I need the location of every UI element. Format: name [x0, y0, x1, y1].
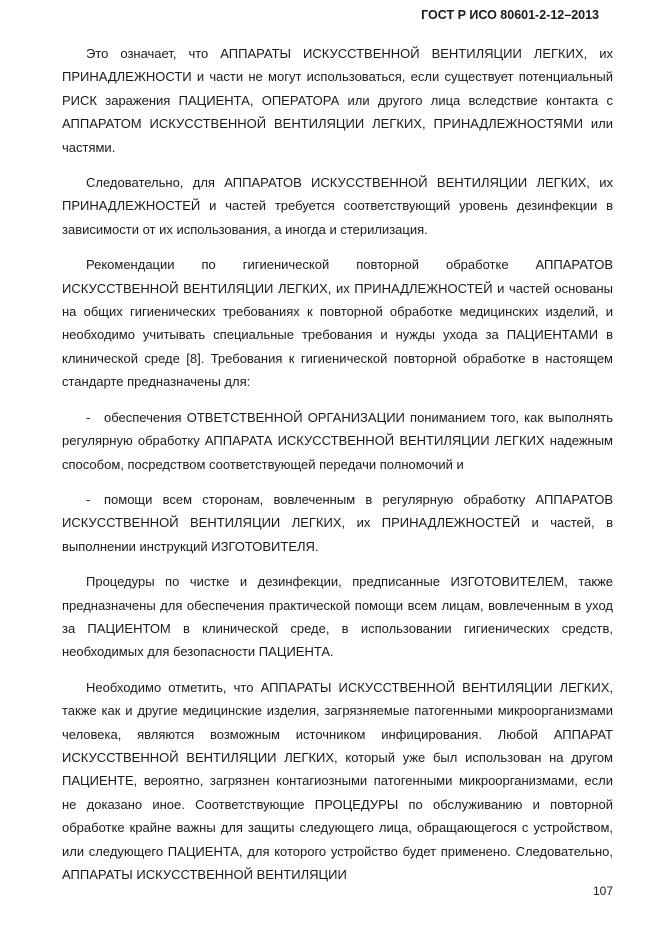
- paragraph: Рекомендации по гигиенической повторной обработке АППАРАТОВ ИСКУССТВЕННОЙ ВЕНТИЛЯЦИИ ЛЕГКИХ, их ПРИНАДЛЕЖНОСТЕЙ и частей основаны на общих гигиенических требованиях к повторной обработке медицинских изделий, и необходимо учитывать специальные требования и нужды ухода за ПАЦИЕНТАМИ в клинической среде [8]. Требования к гигиенической повторной обработке в настоящем стандарте предназначены для:: [62, 257, 613, 390]
- standard-header: ГОСТ Р ИСО 80601-2-12–2013: [421, 8, 599, 22]
- document-body: [62, 42, 613, 898]
- paragraph: Необходимо отметить, что АППАРАТЫ ИСКУССТВЕННОЙ ВЕНТИЛЯЦИИ ЛЕГКИХ, также как и другие медицинские изделия, загрязняемые патогенными микроорганизмами человека, являются возможным источником инфицирования. Любой АППАРАТ ИСКУССТВЕННОЙ ВЕНТИЛЯЦИИ ЛЕГКИХ, который уже был использован на другом ПАЦИЕНТЕ, вероятно, загрязнен контагиозными патогенными микроорганизмами, если не доказано иное. Соответствующие ПРОЦЕДУРЫ по обслуживанию и повторной обработке крайне важны для защиты следующего лица, обращающегося с устройством, или следующего ПАЦИЕНТА, для которого устройство будет применено. Следовательно, АППАРАТЫ ИСКУССТВЕННОЙ ВЕНТИЛЯЦИИ: [62, 679, 613, 882]
- dash-marker: -: [86, 409, 91, 425]
- bullet-item: [62, 406, 613, 476]
- bullet-item: [62, 488, 613, 558]
- paragraph: Следовательно, для АППАРАТОВ ИСКУССТВЕННОЙ ВЕНТИЛЯЦИИ ЛЕГКИХ, их ПРИНАДЛЕЖНОСТЕЙ и частей требуется соответствующий уровень дезинфекции в зависимости от их использования, а иногда и стерилизация.: [62, 175, 613, 237]
- paragraph: Это означает, что АППАРАТЫ ИСКУССТВЕННОЙ ВЕНТИЛЯЦИИ ЛЕГКИХ, их ПРИНАДЛЕЖНОСТИ и части не могут использоваться, если существует потенциальный РИСК заражения ПАЦИЕНТА, ОПЕРАТОРА или другого лица вследствие контакта с АППАРАТОМ ИСКУССТВЕННОЙ ВЕНТИЛЯЦИИ ЛЕГКИХ, ПРИНАДЛЕЖНОСТЯМИ или частями.: [62, 46, 613, 155]
- bullet-text: помощи всем сторонам, вовлеченным в регулярную обработку АППАРАТОВ ИСКУССТВЕННОЙ ВЕНТИЛЯЦИИ ЛЕГКИХ, их ПРИНАДЛЕЖНОСТЕЙ и частей, в выполнении инструкций ИЗГОТОВИТЕЛЯ.: [62, 491, 613, 554]
- page-number: 107: [592, 884, 613, 898]
- dash-marker: -: [86, 491, 91, 507]
- paragraph: Процедуры по чистке и дезинфекции, предписанные ИЗГОТОВИТЕЛЕМ, также предназначены для обеспечения практической помощи всем лицам, вовлеченным в уход за ПАЦИЕНТОМ в клинической среде, в использовании гигиенических средств, необходимых для безопасности ПАЦИЕНТА.: [62, 574, 613, 660]
- bullet-text: обеспечения ОТВЕТСТВЕННОЙ ОРГАНИЗАЦИИ пониманием того, как выполнять регулярную обработку АППАРАТА ИСКУССТВЕННОЙ ВЕНТИЛЯЦИИ ЛЕГКИХ надежным способом, посредством соответствующей передачи полномочий и: [62, 409, 613, 472]
